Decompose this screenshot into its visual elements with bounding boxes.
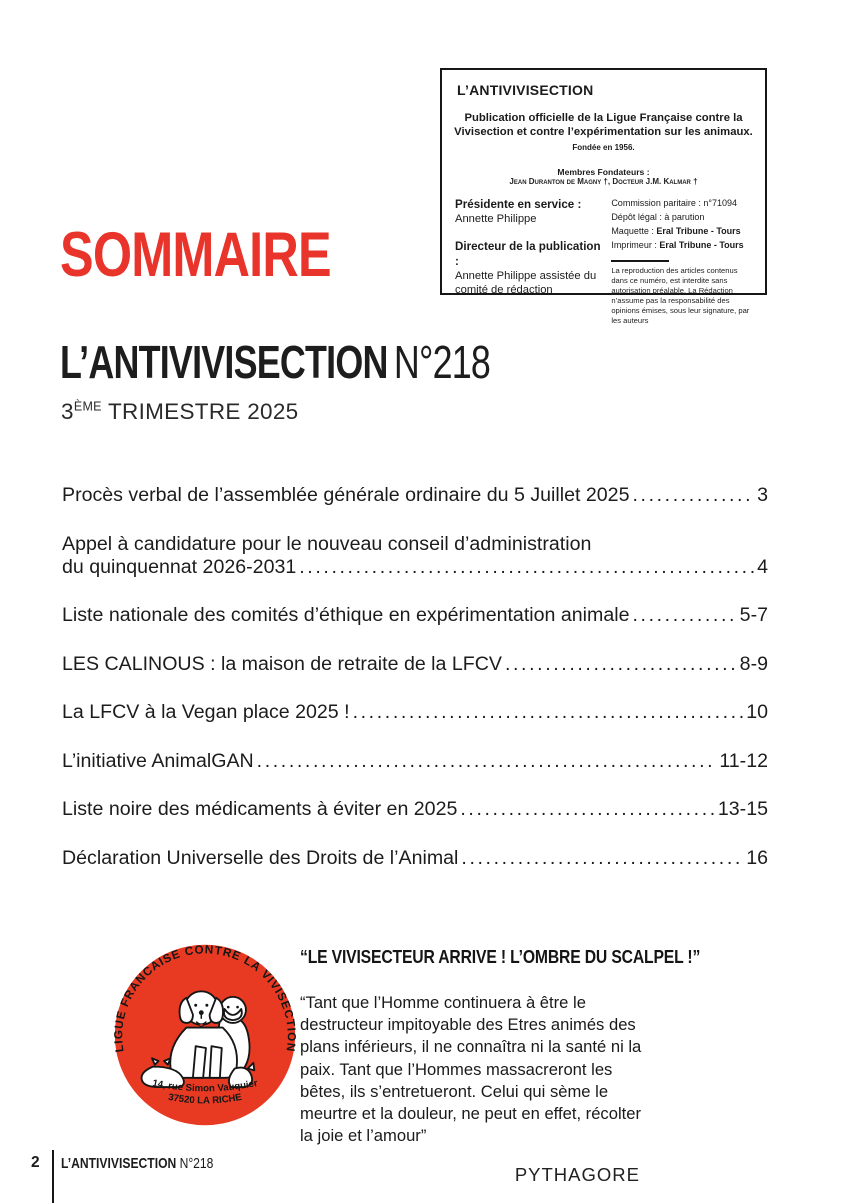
toc-entry-title: LES CALINOUS : la maison de retraite de la LFCV <box>62 652 502 675</box>
toc-entry-title: Déclaration Universelle des Droits de l’Animal <box>62 846 459 869</box>
masthead-divider <box>611 260 669 262</box>
toc-entry <box>62 798 768 821</box>
toc-entry-title: Procès verbal de l’assemblée générale ordinaire du 5 Juillet 2025 <box>62 484 630 506</box>
toc-entry <box>62 653 768 676</box>
logo-address-line1: 14, rue Simon Vauquier <box>151 1077 259 1095</box>
masthead-founded: Fondée en 1956. <box>572 142 635 152</box>
footer-page-number: 2 <box>31 1154 40 1171</box>
issue-title <box>60 336 491 388</box>
quote-title: “LE VIVISECTEUR ARRIVE ! L’OMBRE DU SCALPEL !” <box>300 946 701 967</box>
issue-title-number: N°218 <box>393 336 491 388</box>
toc-dot-leader <box>257 750 717 773</box>
director-name: Annette Philippe assistée du comité de rédaction <box>455 270 597 297</box>
logo-ring-text: LIGUE FRANCAISE CONTRE LA VIVISECTION <box>112 943 298 1054</box>
president-label: Présidente en service : <box>455 197 582 211</box>
toc-dot-leader <box>505 653 737 676</box>
toc-entry-page: 4 <box>757 555 768 578</box>
maquette-line: Maquette : Eral Tribune - Tours <box>611 225 741 236</box>
reproduction-notice: La reproduction des articles contenus dans ce numéro, est interdite sans autorisation préalable. La Rédaction n’assume pas la responsabilité des opinions émises, sous leur signature, par les auteurs <box>611 265 750 325</box>
director-label: Directeur de la publication : <box>455 239 601 269</box>
toc-entry-page: 13-15 <box>717 798 768 820</box>
footer-title <box>61 1156 213 1172</box>
toc-entry-title-line2: du quinquennat 2026-2031 <box>62 555 297 578</box>
toc-entry <box>62 533 768 579</box>
toc-entry-title: L’initiative AnimalGAN <box>62 749 254 772</box>
toc-entry <box>62 701 768 724</box>
league-logo <box>112 942 298 1128</box>
toc-entry-title: Liste noire des médicaments à éviter en 2025 <box>62 798 458 820</box>
toc-dot-leader <box>353 701 744 724</box>
toc-entry-title: La LFCV à la Vegan place 2025 ! <box>62 701 350 723</box>
toc-entry <box>62 484 768 507</box>
toc-entry-title: Liste nationale des comités d’éthique en expérimentation animale <box>62 604 630 626</box>
toc-entry-title: Appel à candidature pour le nouveau conseil d’administration <box>62 532 592 555</box>
masthead-box <box>440 68 767 325</box>
toc-entry <box>62 750 768 773</box>
quote-author: PYTHAGORE <box>514 1163 640 1185</box>
masthead-founders-label: Membres Fondateurs : <box>557 166 650 177</box>
toc-entry-page: 16 <box>746 846 768 869</box>
footer-title-name: L’ANTIVIVISECTION <box>61 1156 177 1172</box>
masthead-left-column <box>455 197 601 326</box>
depot-line: Dépôt légal : à parution <box>611 211 705 222</box>
commission-line: Commission paritaire : n°71094 <box>611 197 737 208</box>
page-title: SOMMAIRE <box>60 220 331 290</box>
masthead-founders: Jean Duranton de Magny †, Docteur J.M. Kalmar † <box>509 176 698 186</box>
toc-dot-leader <box>460 798 715 821</box>
toc-entry-page: 11-12 <box>719 749 768 772</box>
toc-dot-leader <box>632 604 736 627</box>
table-of-contents <box>62 484 768 895</box>
toc-entry-page: 8-9 <box>739 652 768 675</box>
issue-subtitle: 3ÈME TRIMESTRE 2025 <box>61 399 299 424</box>
toc-entry-page: 3 <box>757 484 768 506</box>
masthead-subtitle: Publication officielle de la Ligue Française contre la Vivisection et contre l’expérimentation sur les animaux. <box>454 112 753 139</box>
toc-dot-leader <box>632 484 754 507</box>
issue-title-name: L’ANTIVIVISECTION <box>60 336 388 388</box>
toc-entry-page: 5-7 <box>739 604 768 626</box>
masthead-title: L’ANTIVIVISECTION <box>457 82 594 98</box>
imprimeur-line: Imprimeur : Eral Tribune - Tours <box>611 239 744 250</box>
quote-body: “Tant que l’Homme continuera à être le destructeur impitoyable des Etres animés des plans inférieurs, il ne connaîtra ni la santé ni la paix. Tant que l’Hommes massacreront les bêtes, ils s’entretueront. Celui qui sème le meurtre et la douleur, ne peut en effet, récolter la joie et l’amour” <box>300 993 642 1146</box>
president-name: Annette Philippe <box>455 212 537 225</box>
toc-entry-page: 10 <box>746 701 768 723</box>
quote-block <box>300 946 701 1186</box>
toc-dot-leader <box>461 847 743 870</box>
footer-divider-bar <box>52 1150 54 1203</box>
masthead-right-column <box>611 197 752 326</box>
toc-entry <box>62 847 768 870</box>
footer-title-number: N°218 <box>179 1156 214 1172</box>
toc-dot-leader <box>299 556 754 579</box>
toc-entry <box>62 604 768 627</box>
logo-address-line2: 37520 LA RICHE <box>167 1091 243 1107</box>
league-logo-svg <box>112 942 298 1128</box>
